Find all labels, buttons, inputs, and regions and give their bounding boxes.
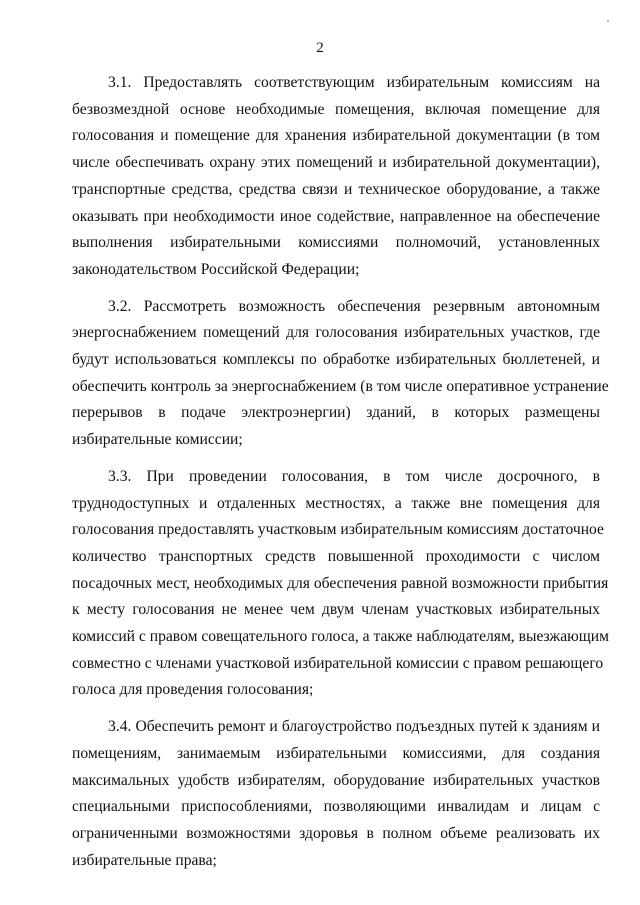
text-line: безвозмездной основе необходимые помещения, включая помещение для: [72, 100, 600, 118]
document-body: [72, 70, 610, 884]
text-line: 3.1. Предоставлять соответствующим избирательным комиссиям на: [108, 74, 600, 91]
paragraph-3-1: [72, 70, 600, 284]
text-line: числе обеспечивать охрану этих помещений и избирательной документации),: [72, 154, 600, 172]
paragraph-3-2: [72, 294, 609, 454]
text-line: голосования предоставлять участковым избирательным комиссиям достаточное: [72, 521, 604, 539]
text-line: транспортные средства, средства связи и техническое оборудование, а также: [72, 180, 600, 198]
scan-speck: [607, 20, 609, 22]
paragraph-3-4: [72, 714, 600, 874]
text-line: энергоснабжением помещений для голосования избирательных участков, где: [72, 324, 600, 342]
text-line: 3.3. При проведении голосования, в том числе досрочного, в: [108, 467, 600, 485]
text-line: к месту голосования не менее чем двум членам участковых избирательных: [72, 601, 600, 619]
text-line: совместно с членами участковой избирательной комиссии с правом решающего: [72, 654, 604, 672]
text-line: максимальных удобств избирателям, оборудование избирательных участков: [72, 771, 600, 789]
text-line: ограниченными возможностями здоровья в полном объеме реализовать их: [72, 824, 600, 842]
text-line: специальными приспособлениями, позволяющими инвалидам и лицам с: [72, 798, 600, 816]
text-line: оказывать при необходимости иное содействие, направленное на обеспечение: [72, 207, 600, 225]
text-line: избирательные комиссии;: [72, 431, 243, 449]
text-line: голоса для проведения голосования;: [72, 681, 314, 699]
text-line: будут использоваться комплексы по обработке избирательных бюллетеней, и: [72, 351, 600, 369]
text-line: перерывов в подаче электроэнергии) зданий, в которых размещены: [72, 404, 600, 422]
paragraph-3-3: [72, 464, 610, 704]
page-number: 2: [316, 40, 324, 56]
text-line: труднодоступных и отдаленных местностях, а также вне помещения для: [72, 494, 600, 512]
text-line: выполнения избирательными комиссиями полномочий, установленных: [72, 234, 600, 252]
text-line: комиссий с правом совещательного голоса, а также наблюдателям, выезжающим: [72, 628, 610, 646]
text-line: голосования и помещение для хранения избирательной документации (в том: [72, 127, 600, 145]
text-line: законодательством Российской Федерации;: [72, 260, 360, 278]
text-line: количество транспортных средств повышенной проходимости с числом: [72, 547, 600, 565]
text-line: посадочных мест, необходимых для обеспечения равной возможности прибытия: [72, 574, 609, 592]
text-line: избирательные права;: [72, 851, 217, 869]
text-line: 3.4. Обеспечить ремонт и благоустройство подъездных путей к зданиям и: [108, 718, 600, 736]
text-line: 3.2. Рассмотреть возможность обеспечения резервным автономным: [108, 297, 600, 315]
text-line: помещениям, занимаемым избирательными комиссиями, для создания: [72, 744, 600, 762]
text-line: обеспечить контроль за энергоснабжением (в том числе оперативное устранение: [72, 377, 609, 395]
